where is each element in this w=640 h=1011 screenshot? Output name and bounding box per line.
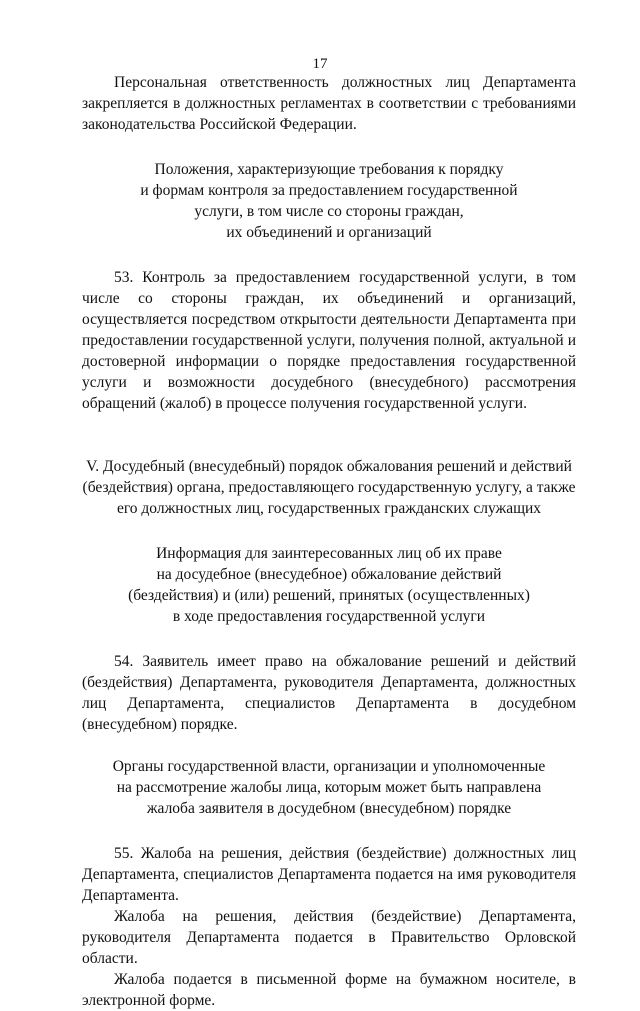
heading-line: V. Досудебный (внесудебный) порядок обжалования решений и действий [86, 458, 572, 475]
heading-control-requirements [82, 159, 576, 243]
document-body [82, 72, 576, 1011]
paragraph-53: 53. Контроль за предоставлением государственной услуги, в том числе со стороны граждан, их объединений и организаций, осуществляется посредством открытости деятельности Департамента при предоставлении государственной услуги, получения полной, актуальной и достоверной информации о порядке предоставления государственной услуги и возможности досудебного (внесудебного) рассмотрения обращений (жалоб) в процессе получения государственной услуги. [82, 269, 576, 412]
heading-line: (бездействия) органа, предоставляющего государственную услугу, а также [82, 479, 576, 496]
heading-line: Информация для заинтересованных лиц об их праве [156, 545, 502, 562]
paragraph-55-government: Жалоба на решения, действия (бездействие) Департамента, руководителя Департамента подается в Правительство Орловской области. [82, 908, 576, 967]
paragraph-responsibility: Персональная ответственность должностных лиц Департамента закрепляется в должностных регламентах в соответствии с требованиями законодательства Российской Федерации. [82, 74, 576, 133]
heading-line: Положения, характеризующие требования к порядку [154, 161, 504, 178]
heading-line: в ходе предоставления государственной услуги [172, 608, 486, 625]
heading-line: их объединений и организаций [226, 224, 432, 241]
heading-authorities [82, 756, 576, 819]
heading-line: на рассмотрение жалобы лица, которым может быть направлена [116, 779, 542, 796]
heading-line: (бездействия) и (или) решений, принятых (осуществленных) [128, 587, 530, 604]
heading-line: жалоба заявителя в досудебном (внесудебном) порядке [146, 800, 512, 817]
heading-line: на досудебное (внесудебное) обжалование действий [156, 566, 502, 583]
section-v-heading [82, 456, 576, 519]
heading-line: Органы государственной власти, организации и уполномоченные [112, 758, 546, 775]
heading-appeal-rights [82, 543, 576, 627]
heading-line: услуги, в том числе со стороны граждан, [194, 203, 464, 220]
page-number: 17 [312, 56, 328, 72]
heading-line: его должностных лиц, государственных гражданских служащих [116, 500, 542, 517]
paragraph-55: 55. Жалоба на решения, действия (бездействие) должностных лиц Департамента, специалистов Департамента подается на имя руководителя Департамента. [82, 845, 576, 904]
heading-line: и формам контроля за предоставлением государственной [140, 182, 518, 199]
paragraph-54: 54. Заявитель имеет право на обжалование решений и действий (бездействия) Департамента, руководителя Департамента, должностных лиц Департамента, специалистов Департамента в досудебном (внесудебном) порядке. [82, 653, 576, 733]
paragraph-55-form: Жалоба подается в письменной форме на бумажном носителе, в электронной форме. [82, 971, 576, 1009]
